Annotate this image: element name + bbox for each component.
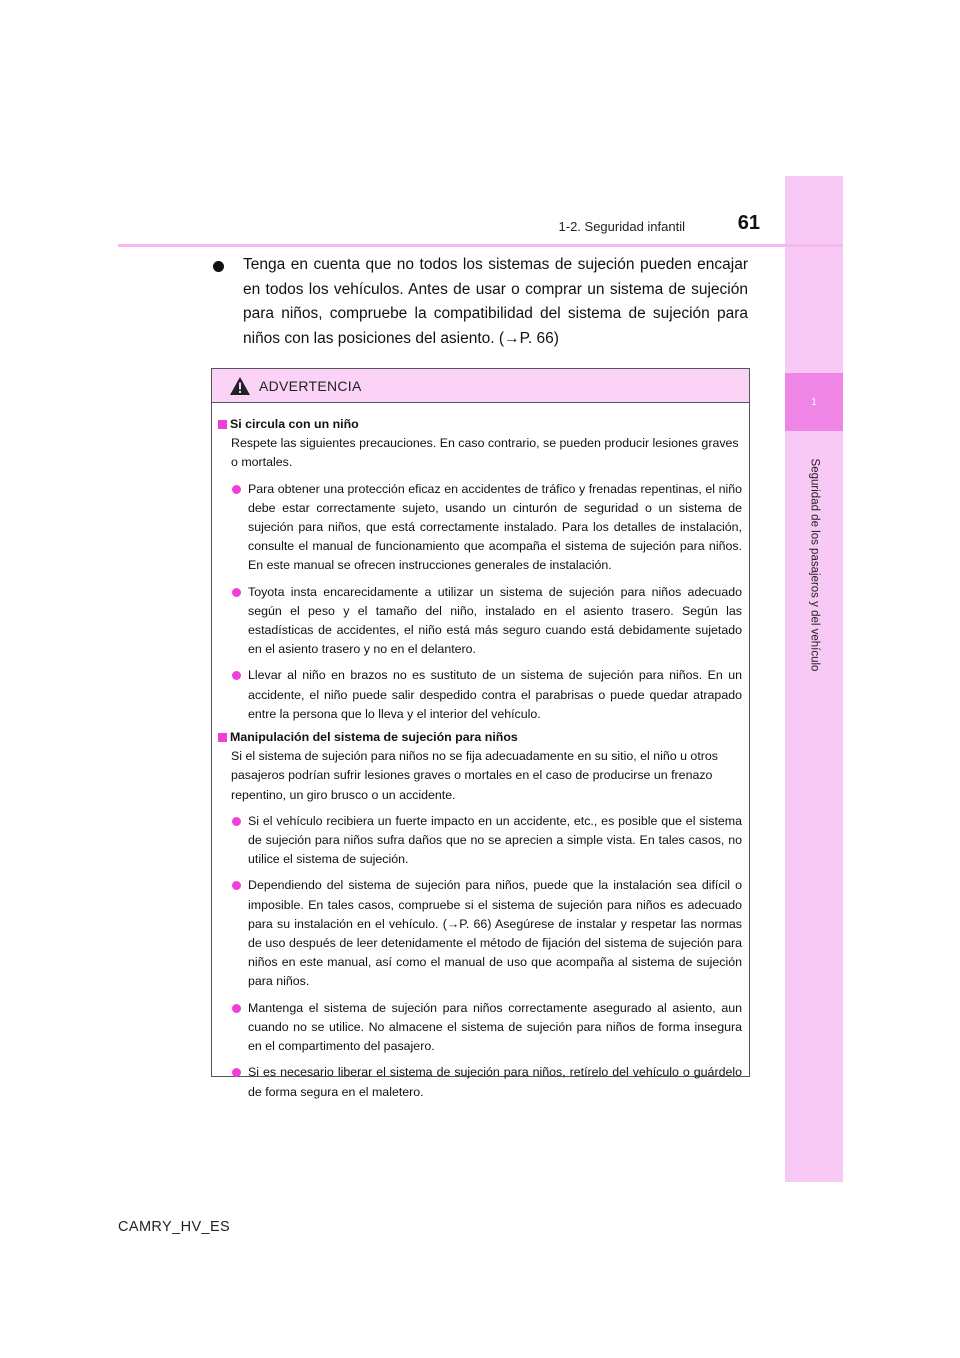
square-bullet-icon xyxy=(218,733,227,742)
pink-bullet-icon xyxy=(232,671,241,680)
warning-box xyxy=(211,368,750,1099)
chapter-number: 1 xyxy=(785,373,843,431)
warning-subheading xyxy=(218,728,742,747)
warning-list-item xyxy=(218,876,742,991)
warning-triangle-icon xyxy=(229,376,251,396)
subheading-text: Si circula con un niño xyxy=(230,417,359,431)
document-code: CAMRY_HV_ES xyxy=(118,1219,231,1235)
pink-bullet-icon xyxy=(232,881,241,890)
warning-paragraph: Respete las siguientes precauciones. En caso contrario, se pueden producir lesiones graves o mortales. xyxy=(231,436,739,470)
list-item-text: Si es necesario liberar el sistema de sujeción para niños, retírelo del vehículo o guárdelo de forma segura en el maletero. xyxy=(248,1065,742,1099)
chapter-label-text: Seguridad de los pasajeros y del vehículo xyxy=(808,458,821,672)
section-title: 1-2. Seguridad infantil xyxy=(558,219,685,234)
intro-note xyxy=(213,253,748,351)
pink-bullet-icon xyxy=(232,485,241,494)
warning-header xyxy=(212,369,749,403)
pink-bullet-icon xyxy=(232,588,241,597)
warning-list-item xyxy=(218,1063,742,1101)
list-item-text: Llevar al niño en brazos no es sustituto de un sistema de sujeción para niños. En un accidente, el niño puede salir despedido contra el parabrisas o puede quedar atrapado entre la persona que lo lleva y el interior del vehículo. xyxy=(248,668,742,721)
warning-body xyxy=(212,403,749,1102)
header-rule xyxy=(118,244,843,247)
warning-list-item xyxy=(218,480,742,576)
list-item-text: Mantenga el sistema de sujeción para niños correctamente asegurado al asiento, aun cuando no se utilice. No almacene el sistema de sujeción para niños de forma insegura en el compartimento del pasajero. xyxy=(248,1000,742,1054)
warning-list-item xyxy=(218,812,742,870)
warning-paragraph: Si el sistema de sujeción para niños no se fija adecuadamente en su sitio, el niño u otros pasajeros podrían sufrir lesiones graves o mortales en el caso de producirse un frenazo repentino, un giro brusco o un accidente. xyxy=(231,749,718,802)
pink-bullet-icon xyxy=(232,1068,241,1077)
warning-list-item xyxy=(218,583,742,660)
subheading-text: Manipulación del sistema de sujeción para niños xyxy=(230,730,518,745)
intro-text: Tenga en cuenta que no todos los sistemas de sujeción pueden encajar en todos los vehículos. Antes de usar o comprar un sistema de sujeción para niños, compruebe la compatibilidad del sistema de sujeción para niños con las posiciones del asiento. (→P. 66) xyxy=(243,256,748,347)
pink-bullet-icon xyxy=(232,1004,241,1013)
list-item-text: Toyota insta encarecidamente a utilizar un sistema de sujeción para niños adecuado según el peso y el tamaño del niño, instalado en el asiento trasero. Según las estadísticas de accidentes, el niño está más seguro cuando está debidamente sujetado en el asiento trasero y no en el delantero. xyxy=(248,584,742,657)
pink-bullet-icon xyxy=(232,817,241,826)
list-item-text: Dependiendo del sistema de sujeción para niños, puede que la instalación sea difícil o imposible. En tales casos, compruebe si el sistema de sujeción para niños es adecuado para su instalación en el vehículo. (→P. 66) Asegúrese de instalar y respetar las normas de uso después de leer detenidamente el método de fijación del sistema de sujeción para niños en este manual, así como el manual de uso que acompaña al sistema de sujeción para niños. xyxy=(248,878,742,989)
warning-list-item xyxy=(218,999,742,1057)
page-number: 61 xyxy=(737,212,760,234)
warning-title: ADVERTENCIA xyxy=(259,377,362,394)
square-bullet-icon xyxy=(218,420,227,429)
list-item-text: Para obtener una protección eficaz en accidentes de tráfico y frenadas repentinas, el niño debe estar correctamente sujeto, usando un cinturón de seguridad o un sistema de sujeción para niños, que está correctamente instalado. Para los detalles de instalación, consulte el manual de funcionamiento que acompaña el sistema de sujeción para niños. En este manual se ofrecen instrucciones generales de instalación. xyxy=(248,481,742,573)
chapter-label xyxy=(787,440,841,690)
bullet-dot-icon xyxy=(213,261,224,272)
list-item-text: Si el vehículo recibiera un fuerte impacto en un accidente, etc., es posible que el sistema de sujeción para niños sufra daños que no se aprecien a simple vista. En tales casos, no utilice el sistema de sujeción. xyxy=(248,813,742,867)
warning-list-item xyxy=(218,666,742,724)
warning-subheading xyxy=(218,415,742,434)
